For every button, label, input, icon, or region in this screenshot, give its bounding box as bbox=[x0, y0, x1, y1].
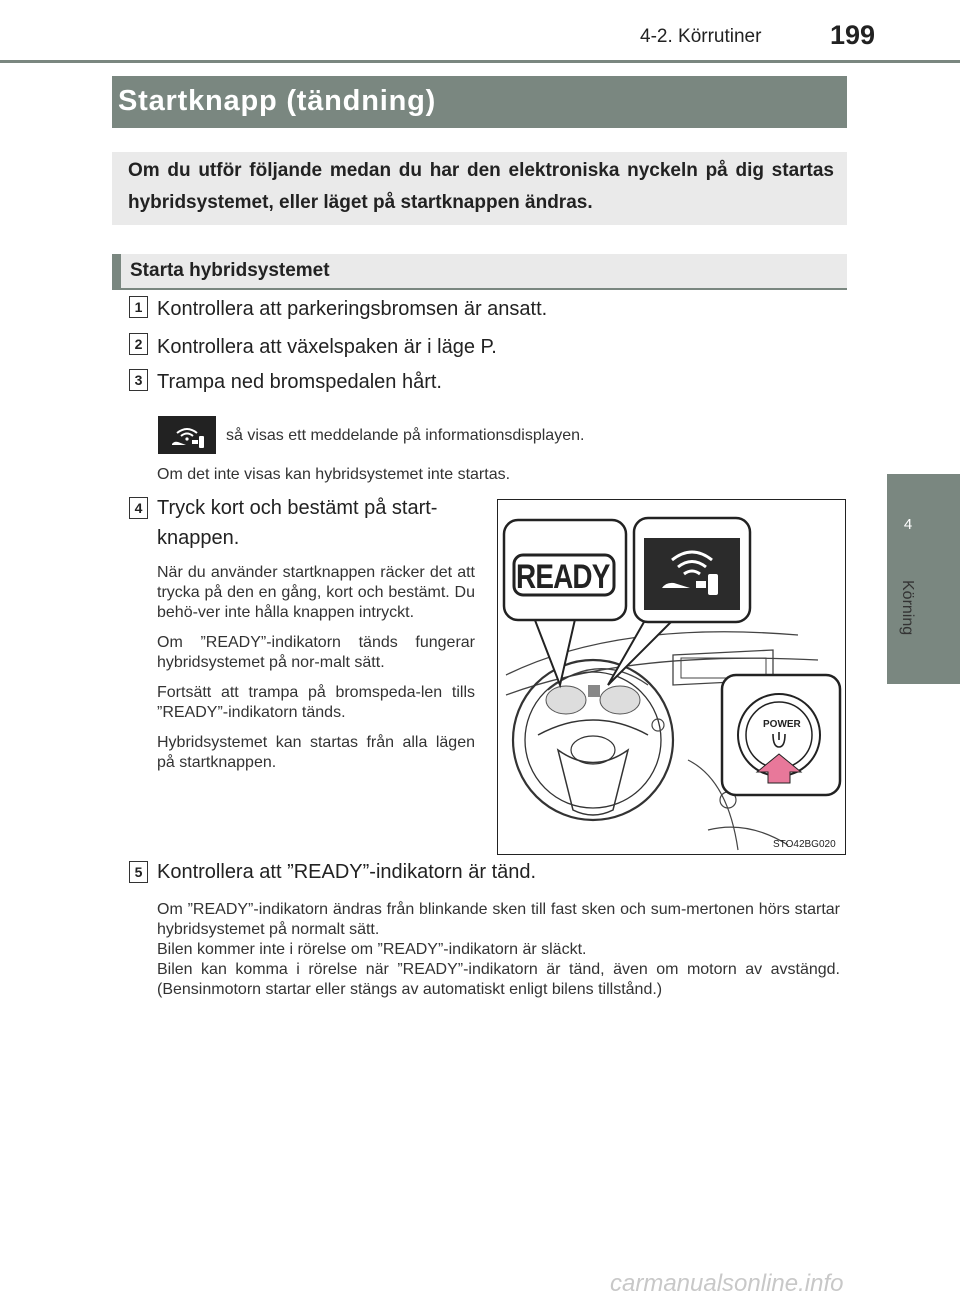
step-badge-5: 5 bbox=[129, 861, 148, 883]
page-number: 199 bbox=[830, 20, 876, 50]
step-4-note: När du använder startknappen räcker det att trycka på den en gång, kort och bestämt. Du behö-ver inte hålla knappen intryckt. bbox=[157, 564, 475, 621]
chapter-tab bbox=[887, 474, 960, 684]
subheading-accent bbox=[112, 254, 121, 290]
page-title: Startknapp (tändning) bbox=[118, 85, 437, 117]
intro-text: Om du utför följande medan du har den elektroniska nyckeln på dig startas hybridsystemet, eller läget på startknappen ändras. bbox=[128, 160, 834, 213]
step-4-note: Fortsätt att trampa på bromspeda-len tills ”READY”-indikatorn tänds. bbox=[157, 684, 475, 721]
step-4-text-line1: Tryck kort och bestämt på start- bbox=[157, 497, 438, 519]
ready-indicator-label: READY bbox=[516, 558, 610, 596]
step-4-note: Hybridsystemet kan startas från alla lägen på startknappen. bbox=[157, 734, 475, 771]
power-button-label: POWER bbox=[763, 719, 801, 730]
step-5-notes bbox=[157, 900, 840, 1000]
section-header: 4-2. Körrutiner bbox=[640, 26, 762, 47]
step-3-icon-caption: så visas ett meddelande på informationsdisplayen. bbox=[226, 427, 585, 444]
step-4-note: Om ”READY”-indikatorn tänds fungerar hybridsystemet på nor-malt sätt. bbox=[157, 634, 475, 671]
step-badge-4: 4 bbox=[129, 497, 148, 519]
step-4-notes bbox=[157, 563, 475, 783]
step-badge-3: 3 bbox=[129, 369, 148, 391]
step-3-text: Trampa ned bromspedalen hårt. bbox=[157, 371, 442, 393]
subheading: Starta hybridsystemet bbox=[130, 260, 330, 281]
step-5-text: Kontrollera att ”READY”-indikatorn är tänd. bbox=[157, 861, 537, 883]
step-1-text: Kontrollera att parkeringsbromsen är ansatt. bbox=[157, 298, 548, 320]
step-5-note: Om ”READY”-indikatorn ändras från blinkande sken till fast sken och sum-mertonen hörs startar hybridsystemet på normalt sätt. bbox=[157, 901, 840, 938]
step-badge-2: 2 bbox=[129, 333, 148, 355]
figure-code: STO42BG020 bbox=[773, 839, 836, 850]
step-5-note: Bilen kommer inte i rörelse om ”READY”-indikatorn är släckt. bbox=[157, 941, 587, 958]
chapter-label: Körning bbox=[899, 580, 916, 636]
dashboard-illustration bbox=[497, 499, 846, 855]
step-2-text: Kontrollera att växelspaken är i läge P. bbox=[157, 336, 497, 358]
step-badge-1: 1 bbox=[129, 296, 148, 318]
chapter-number: 4 bbox=[903, 516, 913, 533]
key-brake-icon bbox=[158, 416, 216, 454]
watermark: carmanualsonline.info bbox=[610, 1270, 844, 1297]
step-5-note: Bilen kan komma i rörelse när ”READY”-indikatorn är tänd, även om motorn av avstängd. (Bensinmotorn startar eller stängs av automatiskt enligt bilens tillstånd.) bbox=[157, 961, 840, 998]
header-divider bbox=[0, 60, 960, 63]
step-4-text-line2: knappen. bbox=[157, 527, 240, 549]
step-3-note: Om det inte visas kan hybridsystemet inte startas. bbox=[157, 466, 511, 483]
